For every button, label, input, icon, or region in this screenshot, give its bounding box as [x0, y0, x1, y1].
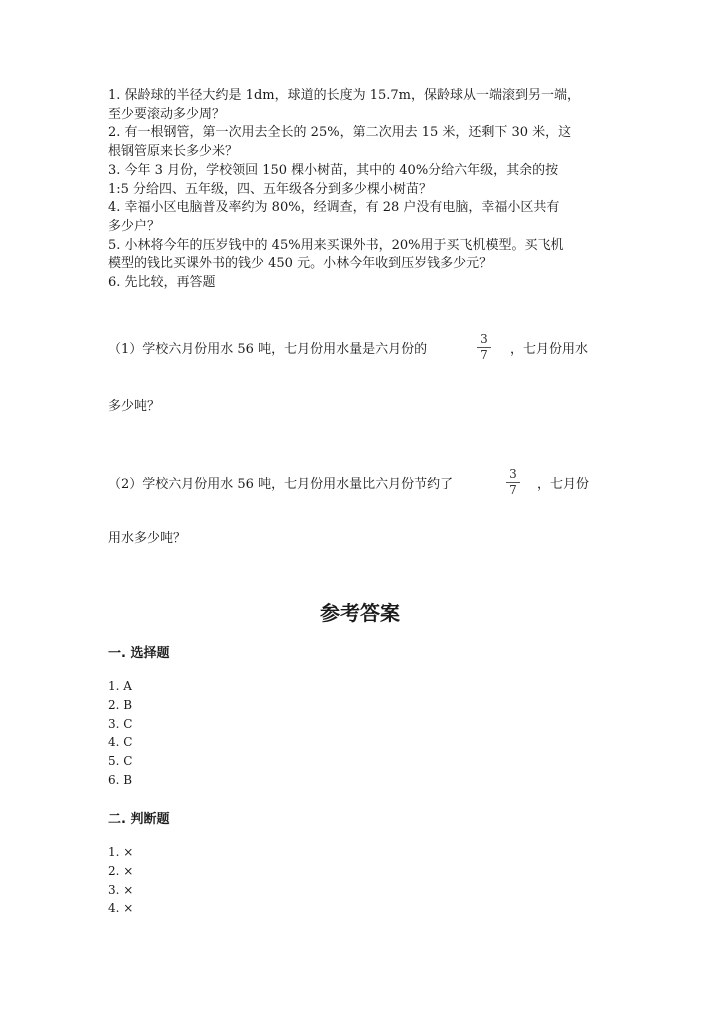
problem-6-line-1: 6. 先比较，再答题 — [108, 275, 216, 291]
problem-1-line-1: 1. 保龄球的半径大约是 1dm，球道的长度为 15.7m，保龄球从一端滚到另一端， — [108, 88, 580, 103]
sub1-fraction-numerator: 3 — [480, 332, 488, 346]
answer-item: 5. C — [108, 754, 133, 769]
problem-5-line-2: 模型的钱比买课外书的钱少 450 元。小林今年收到压岁钱多少元？ — [108, 256, 493, 272]
section-2-answers — [108, 843, 133, 918]
problem-2-line-2: 根钢管原来长多少米？ — [108, 144, 239, 160]
sub2-text-a: （2）学校六月份用水 56 吨，七月份用水量比六月份节约了 — [108, 477, 454, 492]
answer-item: 4. × — [108, 901, 134, 916]
answer-item: 1. A — [108, 679, 132, 693]
problem-3-line-1: 3. 今年 3 月份，学校领回 150 棵小树苗，其中的 40%分给六年级，其余的按 — [108, 162, 559, 178]
problem-1-line-2: 至少要滚动多少周？ — [108, 106, 226, 122]
sub2-fraction-denominator: 7 — [509, 483, 517, 497]
sub2-fraction — [506, 468, 520, 497]
answer-item: 1. × — [108, 845, 134, 859]
answer-title: 参考答案 — [320, 601, 400, 625]
sub1-text-a: （1）学校六月份用水 56 吨，七月份用水量是六月份的 — [108, 342, 428, 357]
sub1-fraction-denominator: 7 — [480, 348, 488, 362]
problem-5-line-1: 5. 小林将今年的压岁钱中的 45%用来买课外书，20%用于买飞机模型。买飞机 — [108, 237, 564, 253]
answer-item: 2. B — [108, 697, 133, 712]
answer-item: 4. C — [108, 735, 133, 750]
answer-item: 3. C — [108, 716, 133, 731]
sub2-text-c: 用水多少吨？ — [108, 531, 187, 546]
sub1-text-b: ，七月份用水 — [510, 342, 589, 357]
sub2-text-b: ，七月份 — [537, 477, 590, 492]
sub1-fraction — [477, 333, 491, 362]
problem-2-line-1: 2. 有一根钢管，第一次用去全长的 25%，第二次用去 15 米，还剩下 30 米，这 — [108, 125, 572, 141]
answer-item: 6. B — [108, 772, 133, 787]
answer-item: 3. × — [108, 882, 134, 897]
sub1-text-c: 多少吨？ — [108, 399, 161, 414]
section-2-heading: 二. 判断题 — [108, 812, 170, 827]
problem-4-line-1: 4. 幸福小区电脑普及率约为 80%，经调查，有 28 户没有电脑，幸福小区共有 — [108, 200, 560, 216]
answer-item: 2. × — [108, 863, 134, 878]
sub2-fraction-numerator: 3 — [509, 467, 517, 481]
problem-list — [108, 87, 608, 293]
section-1-answers — [108, 677, 132, 790]
section-1-heading: 一. 选择题 — [108, 646, 170, 661]
problem-3-line-2: 1:5 分给四、五年级，四、五年级各分到多少棵小树苗？ — [108, 181, 433, 197]
problem-4-line-2: 多少户？ — [108, 218, 161, 234]
